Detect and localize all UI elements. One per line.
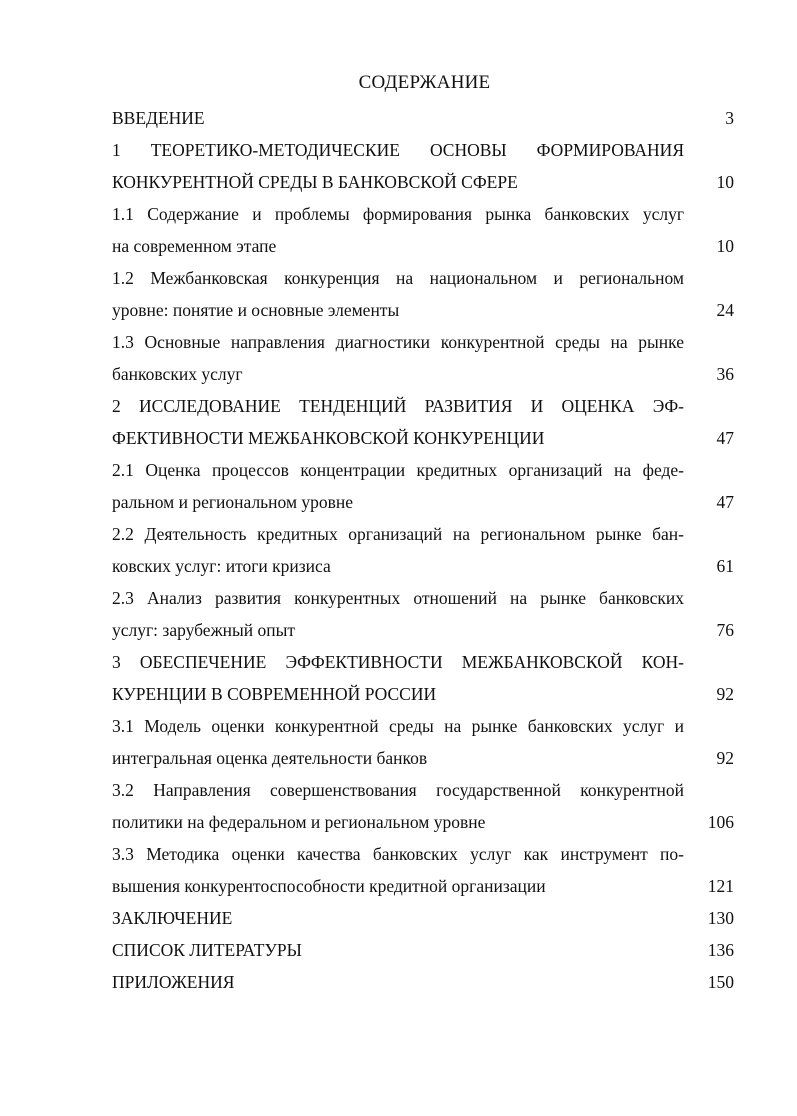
toc-entry-text: 3.3 Методика оценки качества банковских услуг как инструмент по- (112, 844, 684, 864)
toc-entry (112, 902, 734, 934)
toc-entry-line (112, 614, 734, 646)
toc-page-number: 10 (716, 236, 734, 256)
toc-entry-text: 3 ОБЕСПЕЧЕНИЕ ЭФФЕКТИВНОСТИ МЕЖБАНКОВСКОЙ КОН- (112, 652, 684, 672)
toc-entry (112, 134, 734, 198)
toc-entry (112, 390, 734, 454)
toc-entry-text: вышения конкурентоспособности кредитной организации (112, 876, 546, 896)
toc-entry-text: 3.2 Направления совершенствования государственной конкурентной (112, 780, 684, 800)
toc-entry (112, 934, 734, 966)
toc-entry-text: СПИСОК ЛИТЕРАТУРЫ (112, 940, 302, 960)
toc-page-number: 92 (716, 748, 734, 768)
toc-entry-text: 1.1 Содержание и проблемы формирования рынка банковских услуг (112, 204, 684, 224)
toc-entry-line (112, 582, 734, 614)
table-of-contents (112, 102, 734, 998)
toc-entry-line (112, 422, 734, 454)
toc-page-number: 3 (725, 108, 734, 128)
toc-entry-text: на современном этапе (112, 236, 277, 256)
toc-entry-line (112, 646, 734, 678)
toc-entry-line (112, 902, 734, 934)
toc-entry-text: ковских услуг: итоги кризиса (112, 556, 331, 576)
toc-entry-text: ральном и региональном уровне (112, 492, 354, 512)
toc-entry-text: 2.1 Оценка процессов концентрации кредитных организаций на феде- (112, 460, 684, 480)
toc-entry-text: интегральная оценка деятельности банков (112, 748, 428, 768)
toc-page-number: 61 (716, 556, 734, 576)
toc-entry-line (112, 486, 734, 518)
toc-entry (112, 966, 734, 998)
toc-entry-text: ЗАКЛЮЧЕНИЕ (112, 908, 233, 928)
toc-entry-line (112, 454, 734, 486)
toc-entry-line (112, 838, 734, 870)
toc-entry-line (112, 870, 734, 902)
toc-entry (112, 198, 734, 262)
toc-entry-line (112, 806, 734, 838)
toc-entry (112, 102, 734, 134)
toc-entry (112, 518, 734, 582)
toc-entry-text: услуг: зарубежный опыт (112, 620, 296, 640)
toc-entry-text: 1 ТЕОРЕТИКО-МЕТОДИЧЕСКИЕ ОСНОВЫ ФОРМИРОВАНИЯ (112, 140, 684, 160)
toc-entry (112, 774, 734, 838)
toc-entry (112, 710, 734, 774)
toc-page-number: 150 (707, 972, 734, 992)
toc-entry-line (112, 390, 734, 422)
toc-entry-line (112, 230, 734, 262)
toc-entry-line (112, 934, 734, 966)
toc-page-number: 76 (716, 620, 734, 640)
toc-entry-text: 3.1 Модель оценки конкурентной среды на рынке банковских услуг и (112, 716, 684, 736)
toc-entry-line (112, 326, 734, 358)
toc-entry-text: ПРИЛОЖЕНИЯ (112, 972, 235, 992)
toc-entry-line (112, 742, 734, 774)
toc-entry-line (112, 134, 734, 166)
toc-entry-line (112, 966, 734, 998)
toc-entry-text: 1.2 Межбанковская конкуренция на национальном и региональном (112, 268, 684, 288)
toc-page-number: 47 (716, 492, 734, 512)
toc-page-number: 136 (707, 940, 734, 960)
toc-page-number: 106 (707, 812, 734, 832)
toc-entry (112, 326, 734, 390)
toc-title: СОДЕРЖАНИЕ (358, 72, 491, 93)
toc-entry-line (112, 198, 734, 230)
toc-entry-text: ВВЕДЕНИЕ (112, 108, 205, 128)
toc-entry (112, 262, 734, 326)
toc-entry-text: уровне: понятие и основные элементы (112, 300, 400, 320)
toc-entry-line (112, 678, 734, 710)
toc-entry-line (112, 710, 734, 742)
toc-entry-text: банковских услуг (112, 364, 243, 384)
toc-page-number: 130 (707, 908, 734, 928)
toc-page-number: 121 (707, 876, 734, 896)
toc-entry-text: ФЕКТИВНОСТИ МЕЖБАНКОВСКОЙ КОНКУРЕНЦИИ (112, 428, 545, 448)
toc-entry-line (112, 166, 734, 198)
toc-entry-text: КОНКУРЕНТНОЙ СРЕДЫ В БАНКОВСКОЙ СФЕРЕ (112, 172, 518, 192)
toc-entry-text: 2 ИССЛЕДОВАНИЕ ТЕНДЕНЦИЙ РАЗВИТИЯ И ОЦЕНКА ЭФ- (112, 396, 684, 416)
toc-entry-line (112, 518, 734, 550)
toc-entry-text: КУРЕНЦИИ В СОВРЕМЕННОЙ РОССИИ (112, 684, 437, 704)
toc-page-number: 92 (716, 684, 734, 704)
toc-entry (112, 646, 734, 710)
toc-entry-line (112, 262, 734, 294)
toc-page-number: 36 (716, 364, 734, 384)
toc-page-number: 10 (716, 172, 734, 192)
toc-entry-line (112, 102, 734, 134)
toc-entry-line (112, 294, 734, 326)
toc-entry-text: 2.3 Анализ развития конкурентных отношений на рынке банковских (112, 588, 684, 608)
toc-entry-line (112, 774, 734, 806)
toc-entry-line (112, 358, 734, 390)
toc-entry (112, 582, 734, 646)
toc-entry-line (112, 550, 734, 582)
toc-entry-text: 1.3 Основные направления диагностики конкурентной среды на рынке (112, 332, 684, 352)
toc-entry-text: политики на федеральном и региональном уровне (112, 812, 486, 832)
toc-entry (112, 838, 734, 902)
toc-page-number: 24 (716, 300, 734, 320)
toc-entry-text: 2.2 Деятельность кредитных организаций на региональном рынке бан- (112, 524, 684, 544)
toc-entry (112, 454, 734, 518)
toc-page-number: 47 (716, 428, 734, 448)
